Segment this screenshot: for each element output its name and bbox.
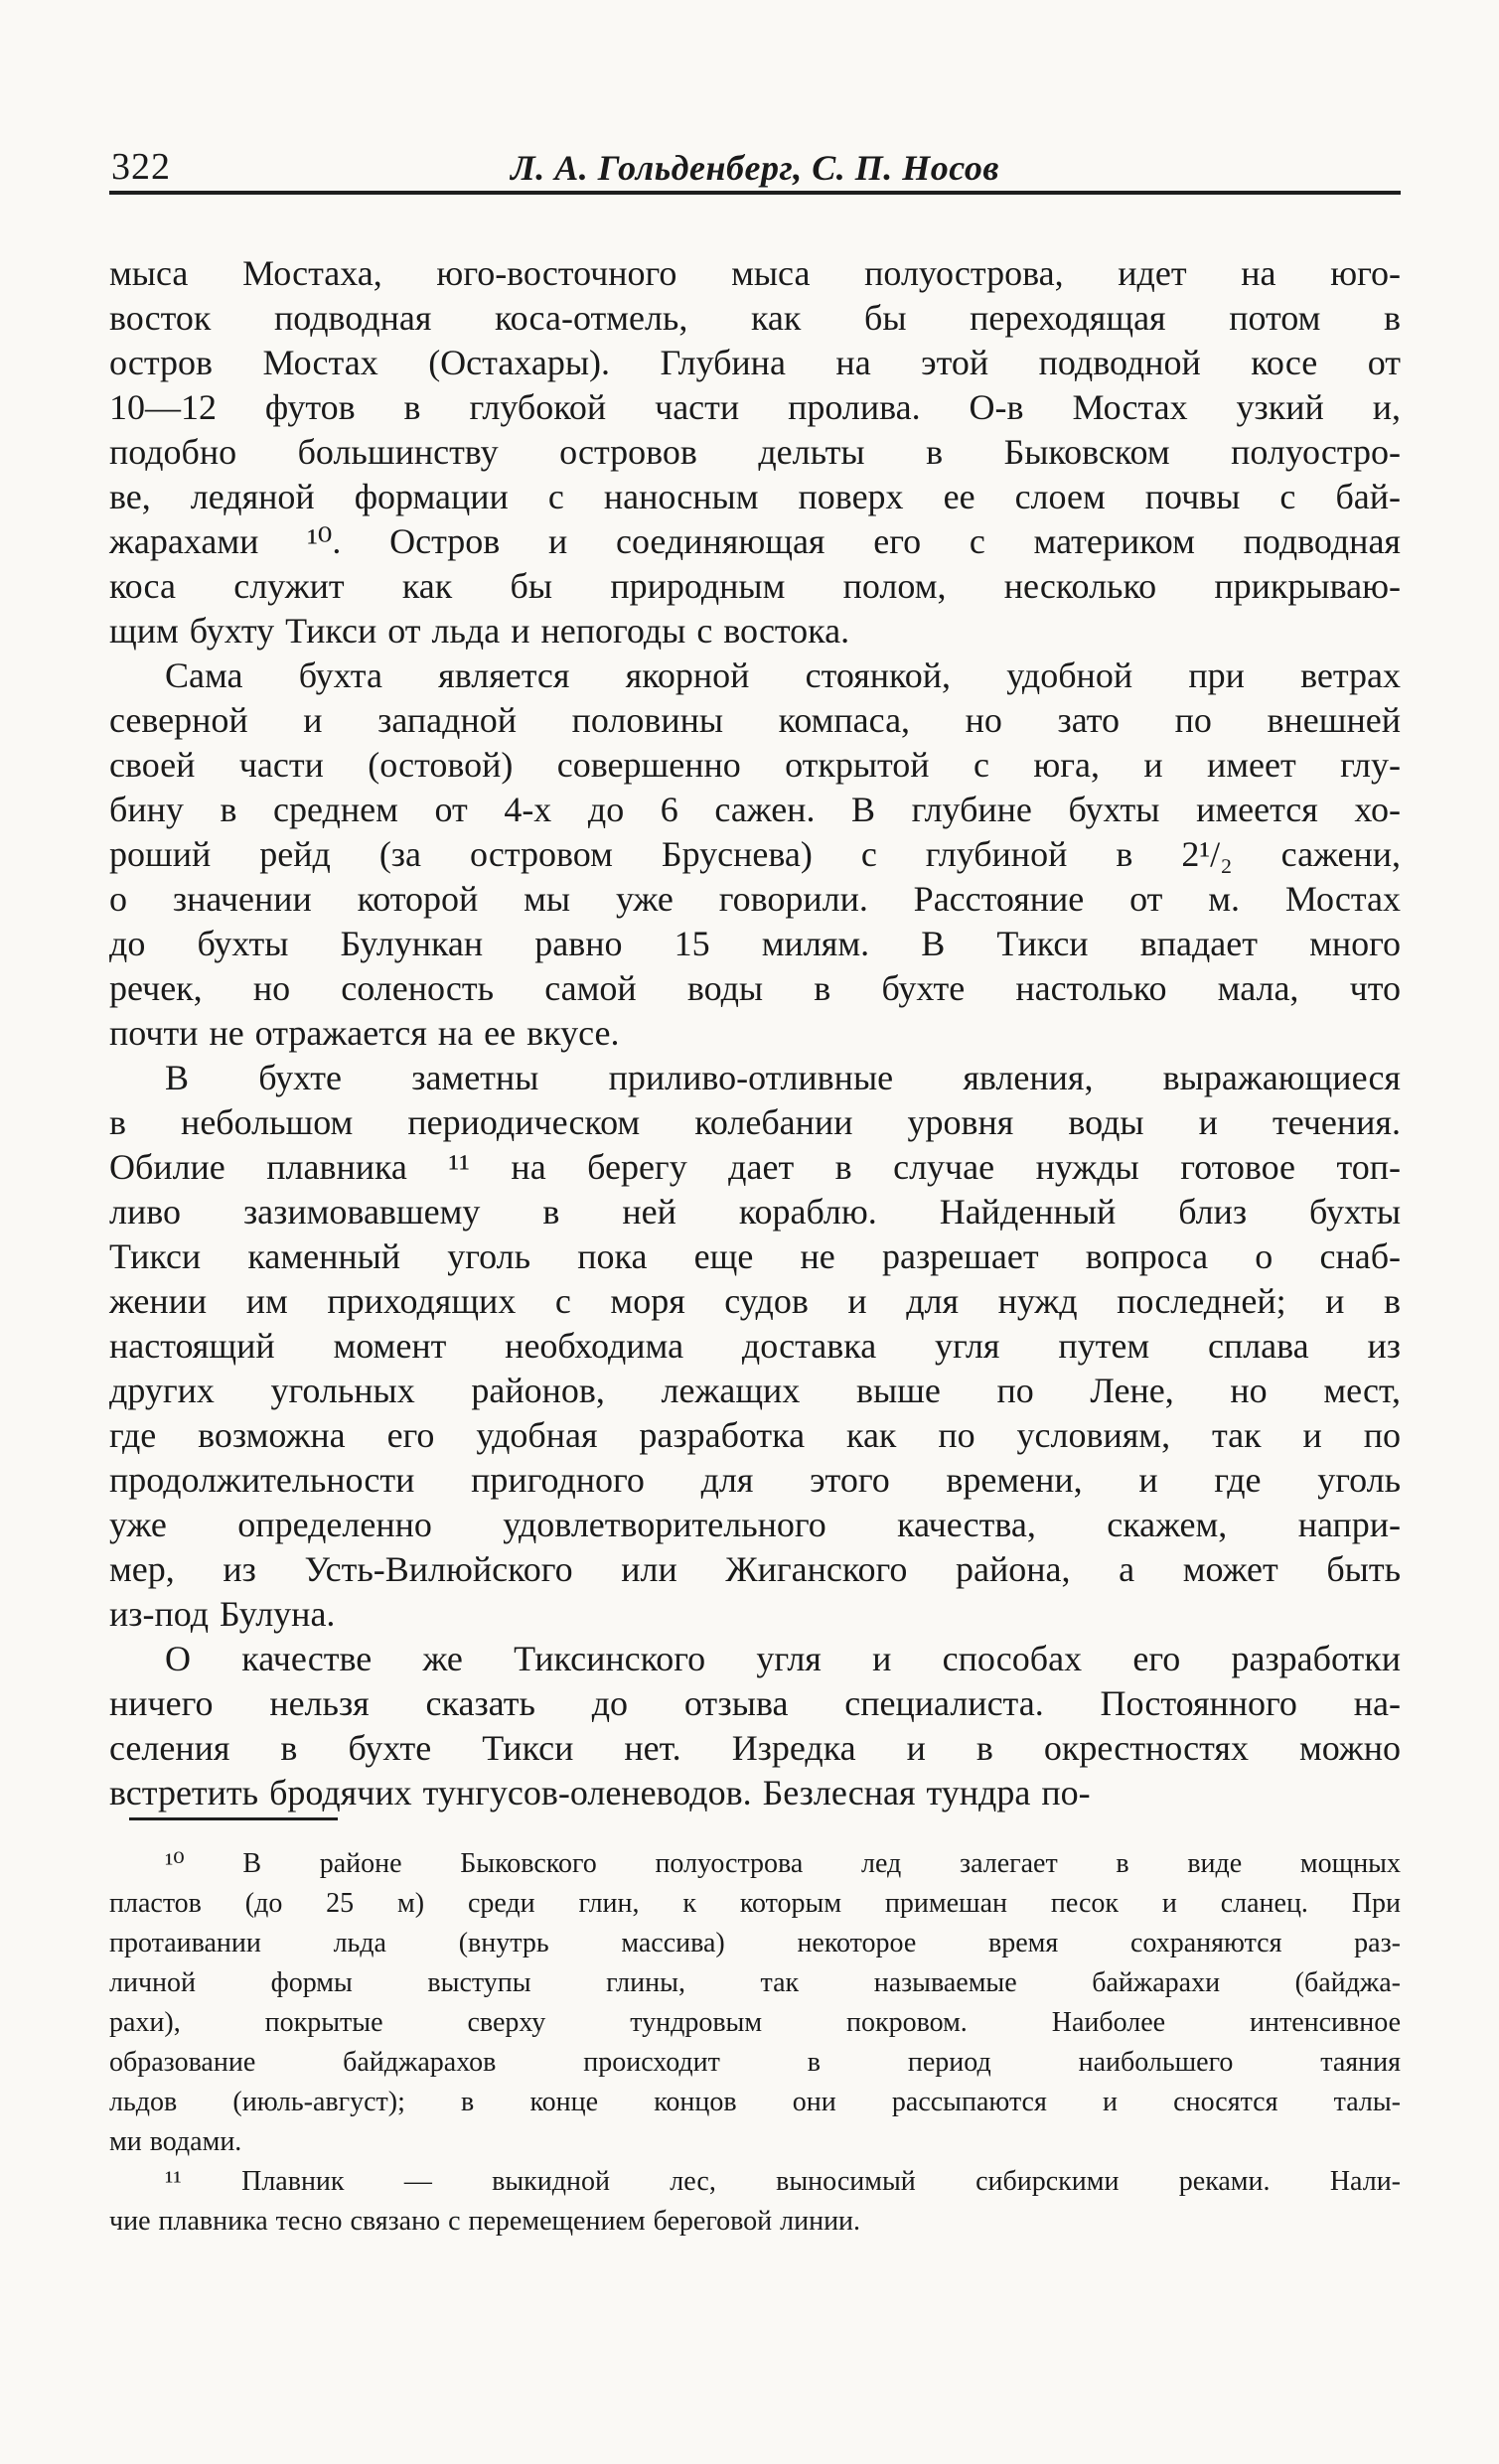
text-line: О качестве же Тиксинского угля и способах его разработки xyxy=(165,1639,1401,1678)
text-line: Обилие плавника ¹¹ на берегу дает в случае нужды готовое топ- xyxy=(109,1147,1401,1187)
footnote-paragraph xyxy=(109,1844,1401,2162)
text-line: до бухты Булункан равно 15 милям. В Тикси впадает много xyxy=(109,924,1401,963)
text-line: Тикси каменный уголь пока еще не разрешает вопроса о снаб- xyxy=(109,1236,1401,1276)
body-paragraph xyxy=(109,1056,1401,1637)
text-line: продолжительности пригодного для этого времени, и где уголь xyxy=(109,1460,1401,1500)
text-line: чие плавника тесно связано с перемещением береговой линии. xyxy=(109,2206,861,2237)
text-line: ¹¹ Плавник — выкидной лес, выносимый сибирскими реками. Нали- xyxy=(165,2166,1401,2197)
text-line: других угольных районов, лежащих выше по Лене, но мест, xyxy=(109,1371,1401,1410)
header-rule xyxy=(109,191,1401,195)
text-line: о значении которой мы уже говорили. Расстояние от м. Мостах xyxy=(109,879,1401,919)
text-line: ве, ледяной формации с наносным поверх ее слоем почвы с бай- xyxy=(109,477,1401,516)
text-line: мыса Мостаха, юго-восточного мыса полуострова, идет на юго- xyxy=(109,253,1401,293)
text-line: жарахами ¹⁰. Остров и соединяющая его с материком подводная xyxy=(109,521,1401,561)
text-line: 10—12 футов в глубокой части пролива. О-в Мостах узкий и, xyxy=(109,387,1401,427)
body-paragraph xyxy=(109,653,1401,1056)
body-paragraph xyxy=(109,1637,1401,1815)
footnotes xyxy=(109,1844,1401,2242)
footnote-paragraph xyxy=(109,2162,1401,2242)
page-header xyxy=(109,137,1401,191)
body-paragraph xyxy=(109,251,1401,653)
text-line: В бухте заметны приливо-отливные явления, выражающиеся xyxy=(165,1058,1401,1097)
text-line: Сама бухта является якорной стоянкой, удобной при ветрах xyxy=(165,655,1401,695)
main-text xyxy=(109,251,1401,1815)
text-line: протаивании льда (внутрь массива) некоторое время сохраняются раз- xyxy=(109,1928,1401,1958)
text-line: своей части (остовой) совершенно открытой с юга, и имеет глу- xyxy=(109,745,1401,785)
text-line: образование байджарахов происходит в период наибольшего таяния xyxy=(109,2047,1401,2078)
text-line: пластов (до 25 м) среди глин, к которым примешан песок и сланец. При xyxy=(109,1888,1401,1919)
text-line: мер, из Усть-Вилюйского или Жиганского района, а может быть xyxy=(109,1549,1401,1589)
text-line: коса служит как бы природным полом, несколько прикрываю- xyxy=(109,566,1401,606)
text-line: почти не отражается на ее вкусе. xyxy=(109,1013,620,1053)
text-line: остров Мостах (Остахары). Глубина на этой подводной косе от xyxy=(109,343,1401,382)
text-line: восток подводная коса-отмель, как бы переходящая потом в xyxy=(109,298,1401,338)
running-head: Л. А. Гольденберг, С. П. Носов xyxy=(511,148,999,188)
text-line: встретить бродячих тунгусов-оленеводов. Безлесная тундра по- xyxy=(109,1773,1091,1812)
text-line: личной формы выступы глины, так называемые байжарахи (байджа- xyxy=(109,1967,1401,1998)
text-line: бину в среднем от 4-х до 6 сажен. В глубине бухты имеется хо- xyxy=(109,790,1401,829)
text-line: ничего нельзя сказать до отзыва специалиста. Постоянного на- xyxy=(109,1683,1401,1723)
text-line: ливо зазимовавшему в ней кораблю. Найденный близ бухты xyxy=(109,1192,1401,1232)
text-line: рахи), покрытые сверху тундровым покровом. Наиболее интенсивное xyxy=(109,2007,1401,2038)
text-line: ми водами. xyxy=(109,2126,242,2157)
text-line: роший рейд (за островом Бруснева) с глубиной в 2¹/₂ сажени, xyxy=(109,834,1401,874)
text-line: уже определенно удовлетворительного качества, скажем, напри- xyxy=(109,1505,1401,1544)
text-line: из-под Булуна. xyxy=(109,1594,336,1634)
text-line: жении им приходящих с моря судов и для нужд последней; и в xyxy=(109,1281,1401,1321)
text-line: в небольшом периодическом колебании уровня воды и течения. xyxy=(109,1102,1401,1142)
text-line: речек, но соленость самой воды в бухте настолько мала, что xyxy=(109,968,1401,1008)
footnote-separator xyxy=(129,1817,338,1820)
text-line: северной и западной половины компаса, но зато по внешней xyxy=(109,700,1401,740)
text-line: ¹⁰ В районе Быковского полуострова лед залегает в виде мощных xyxy=(165,1848,1401,1879)
text-line: льдов (июль-август); в конце концов они рассыпаются и сносятся талы- xyxy=(109,2087,1401,2117)
text-line: где возможна его удобная разработка как по условиям, так и по xyxy=(109,1415,1401,1455)
text-line: селения в бухте Тикси нет. Изредка и в окрестностях можно xyxy=(109,1728,1401,1768)
text-line: щим бухту Тикси от льда и непогоды с востока. xyxy=(109,611,850,651)
text-line: подобно большинству островов дельты в Быковском полуостро- xyxy=(109,432,1401,472)
page-number: 322 xyxy=(111,146,171,188)
text-line: настоящий момент необходима доставка угля путем сплава из xyxy=(109,1326,1401,1366)
